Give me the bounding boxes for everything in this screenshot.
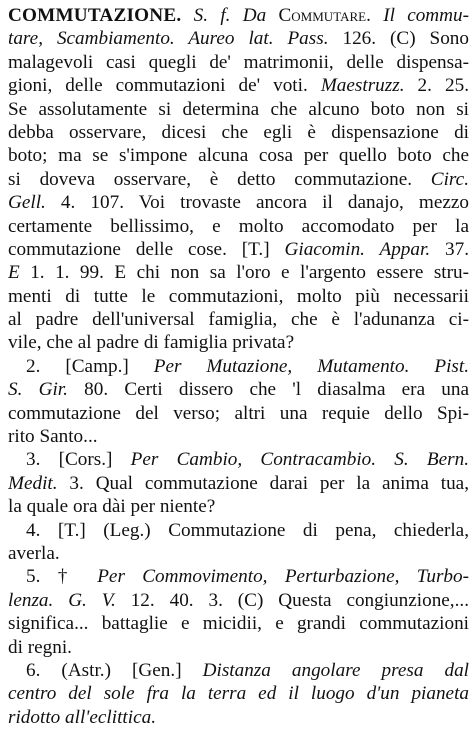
entry-line — [8, 74, 469, 97]
entry-text: centro del sole fra la terra ed il luogo d'un pianeta — [8, 683, 469, 705]
entry-line — [8, 519, 469, 542]
entry-text: malagevoli casi quegli de' matrimonii, delle dispensa- — [8, 51, 469, 73]
entry-text: Gell. — [8, 192, 46, 214]
entry-text: . — [366, 5, 384, 26]
entry-text: E — [8, 262, 20, 284]
entry-line — [8, 168, 469, 191]
entry-text: Commutare — [278, 5, 367, 26]
entry-line — [8, 495, 469, 518]
entry-line — [8, 659, 469, 682]
entry-text: 6. (Astr.) [Gen.] — [26, 659, 203, 681]
entry-text: la quale ora dài per niente? — [8, 496, 216, 518]
entry-text: Giacomin. Appar. — [284, 238, 431, 260]
entry-text: 3. Qual commutazione darai per la anima tua, — [57, 472, 469, 494]
entry-text: boto; ma se s'impone alcuna cosa per quello boto che — [8, 145, 469, 167]
entry-text: Medit. — [8, 472, 58, 494]
entry-line — [8, 285, 469, 308]
entry-text: 2. 25. — [404, 75, 469, 97]
entry-line — [8, 448, 469, 471]
entry-text: rito Santo... — [8, 426, 98, 448]
entry-text: Circ. — [430, 168, 469, 190]
entry-line — [8, 191, 469, 214]
entry-line — [8, 215, 469, 238]
entry-text: S. f. Da — [181, 5, 279, 26]
entry-line — [8, 542, 469, 565]
entry-text: 37. — [430, 238, 469, 260]
entry-text: gioni, delle commutazioni de' voti. — [8, 75, 321, 97]
entry-text: significa... battaglie e micidii, e grandi commutazioni — [8, 613, 469, 635]
entry-line — [8, 121, 469, 144]
entry-text: 4. 107. Voi trovaste ancora il danajo, mezzo — [45, 192, 469, 214]
entry-line — [8, 589, 469, 612]
entry-text: 126. (C) Sono — [328, 28, 469, 50]
entry-text: Se assolutamente si determina che alcuno boto non si — [8, 98, 469, 120]
entry-text: 1. 1. 99. E chi non sa l'oro e l'argento essere stru- — [19, 262, 469, 284]
entry-text: tare, Scambiamento. Aureo lat. Pass. — [8, 28, 329, 50]
entry-text: vile, che al padre di famiglia privata? — [8, 332, 295, 354]
entry-text: commutazione del verso; altri una requie dello Spi- — [8, 402, 469, 424]
entry-line — [8, 402, 469, 425]
entry-text: ridotto all'eclittica. — [8, 706, 156, 728]
entry-line — [8, 51, 469, 74]
entry-text: Per Mutazione, Mutamento. Pist. — [153, 355, 469, 377]
entry-text: Per Cambio, Contracambio. S. Bern. — [130, 449, 469, 471]
entry-line — [8, 636, 469, 659]
entry-line — [8, 331, 469, 354]
entry-line — [8, 308, 469, 331]
entry-line — [8, 565, 469, 588]
entry-text: di regni. — [8, 636, 72, 658]
entry-text: certamente bellissimo, e molto accomodato per la — [8, 215, 469, 237]
entry-text: lenza. G. V. — [8, 589, 116, 611]
entry-line — [8, 27, 469, 50]
entry-line — [8, 4, 469, 27]
entry-text: Distanza angolare presa dal — [202, 659, 469, 681]
entry-text: al padre dell'universal famiglia, che è l'adunanza ci- — [8, 309, 469, 331]
entry-line — [8, 612, 469, 635]
entry-line — [8, 706, 469, 729]
entry-text: 4. [T.] (Leg.) Commutazione di pena, chiederla, — [26, 519, 469, 541]
entry-line — [8, 238, 469, 261]
headword: COMMUTAZIONE. — [8, 5, 182, 26]
entry-text: 5. † — [26, 566, 98, 588]
entry-text: 12. 40. 3. (C) Questa congiunzione,... — [115, 589, 469, 611]
entry-line — [8, 144, 469, 167]
entry-text: Il commu- — [383, 5, 469, 26]
entry-text: 80. Certi dissero che 'l diasalma era una — [67, 379, 469, 401]
entry-text: Per Commovimento, Perturbazione, Turbo- — [97, 566, 469, 588]
entry-line — [8, 472, 469, 495]
entry-line — [8, 261, 469, 284]
entry-text: 2. [Camp.] — [26, 355, 154, 377]
entry-text: Maestruzz. — [320, 75, 405, 97]
entry-line — [8, 378, 469, 401]
entry-text: debba osservare, dicesi che egli è dispensazione di — [8, 121, 469, 143]
entry-text: 3. [Cors.] — [26, 449, 131, 471]
entry-text: commutazione delle cose. [T.] — [8, 238, 285, 260]
entry-line — [8, 355, 469, 378]
entry-text: S. Gir. — [8, 379, 68, 401]
entry-text: averla. — [8, 542, 60, 564]
entry-text: si doveva osservare, è detto commutazione. — [8, 168, 431, 190]
entry-line — [8, 425, 469, 448]
entry-line — [8, 98, 469, 121]
entry-line — [8, 682, 469, 705]
entry-text: menti di tutte le commutazioni, molto più necessarii — [8, 285, 469, 307]
